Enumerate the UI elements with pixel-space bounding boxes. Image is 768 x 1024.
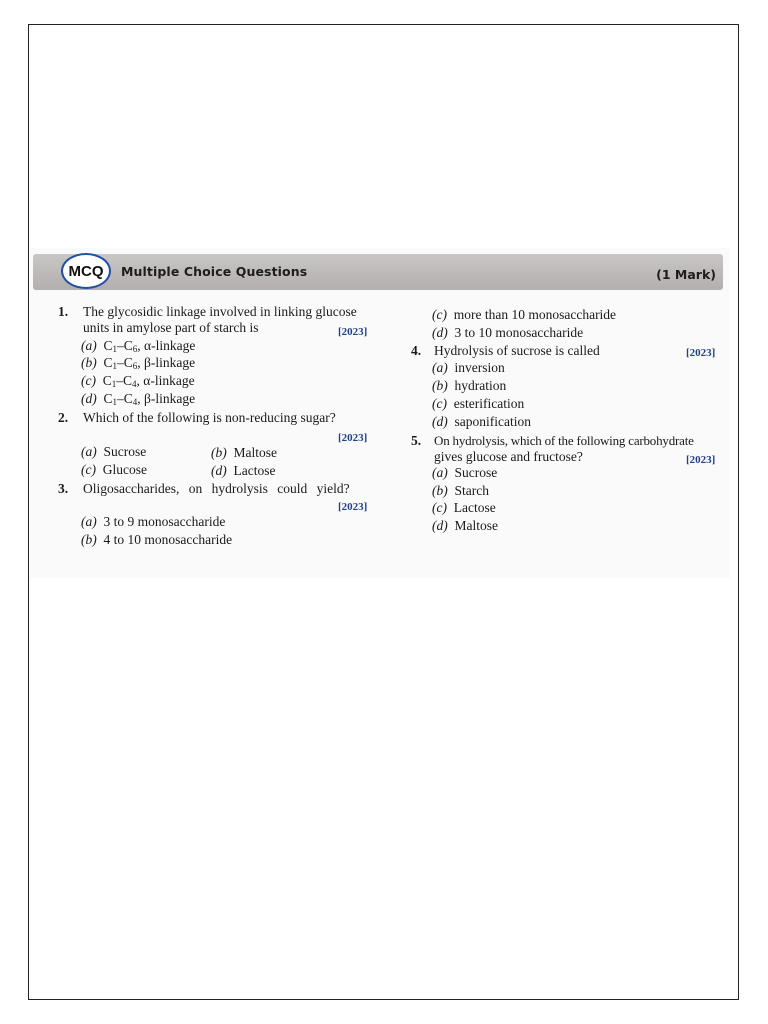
option-label: (a) [81, 338, 97, 353]
option-label: (d) [211, 463, 227, 478]
option [211, 445, 277, 461]
option-text: 3 to 9 monosaccharide [103, 514, 226, 529]
question-number: 3. [58, 481, 69, 496]
question-text: The glycosidic linkage involved in linking glucose [83, 304, 357, 319]
option-text: saponification [454, 414, 531, 429]
option-label: (b) [432, 378, 448, 393]
option [432, 396, 524, 412]
option-label: (b) [432, 483, 448, 498]
option [81, 444, 146, 460]
option [432, 518, 498, 534]
mcq-badge: MCQ [61, 253, 111, 289]
question-text: On hydrolysis, which of the following carbohydrate [434, 433, 694, 448]
option-label: (c) [432, 307, 447, 322]
option-label: (c) [81, 462, 96, 477]
question-text: Oligosaccharides, on hydrolysis could yield? [83, 481, 350, 496]
option-text: 4 to 10 monosaccharide [103, 532, 233, 547]
option: (c) $C_1-C_4$, α-linkage [81, 373, 195, 389]
year-tag: [2023] [338, 326, 368, 338]
year-tag: [2023] [686, 454, 716, 466]
option-label: (d) [432, 518, 448, 533]
option-label: (a) [432, 360, 448, 375]
year-tag: [2023] [338, 501, 368, 513]
option: (d) $C_1-C_4$, β-linkage [81, 391, 196, 407]
question-text: gives glucose and fructose? [434, 449, 583, 464]
option [432, 307, 616, 323]
question-number: 1. [58, 304, 69, 319]
option-label: (d) [81, 391, 97, 406]
option-text: Sucrose [454, 465, 498, 480]
option: (a) $C_1-C_6$, α-linkage [81, 338, 196, 354]
year-tag: [2023] [686, 347, 716, 359]
option [432, 465, 497, 481]
option-text: esterification [453, 396, 525, 411]
option-label: (c) [81, 373, 96, 388]
option-text: Lactose [453, 500, 496, 515]
option [432, 360, 505, 376]
option-label: (b) [81, 532, 97, 547]
option-text: inversion [454, 360, 505, 375]
option-label: (c) [432, 500, 447, 515]
year-tag: [2023] [338, 432, 368, 444]
option-text: Sucrose [103, 444, 147, 459]
option-text: hydration [454, 378, 507, 393]
option [432, 483, 489, 499]
option [81, 514, 225, 530]
option [211, 463, 275, 479]
option [81, 462, 147, 478]
question-text: Hydrolysis of sucrose is called [434, 343, 600, 358]
option [432, 414, 531, 430]
option-label: (b) [211, 445, 227, 460]
section-title: Multiple Choice Questions [121, 264, 308, 279]
option [432, 378, 506, 394]
option-label: (c) [432, 396, 447, 411]
option [432, 500, 496, 516]
marks-label: (1 Mark) [656, 267, 716, 282]
option-label: (a) [81, 444, 97, 459]
question-number: 2. [58, 410, 69, 425]
option [81, 532, 232, 548]
option-text: 3 to 10 monosaccharide [454, 325, 584, 340]
option-text: Starch [454, 483, 489, 498]
option [432, 325, 583, 341]
option-text: Maltose [454, 518, 498, 533]
option-label: (d) [432, 325, 448, 340]
question-text: Which of the following is non-reducing sugar? [83, 410, 336, 425]
option-text: more than 10 monosaccharide [453, 307, 617, 322]
option-text: Maltose [233, 445, 277, 460]
option-label: (d) [432, 414, 448, 429]
question-text: units in amylose part of starch is [83, 320, 259, 335]
option-label: (a) [81, 514, 97, 529]
question-number: 5. [411, 433, 422, 448]
option: (b) $C_1-C_6$, β-linkage [81, 355, 196, 371]
option-label: (b) [81, 355, 97, 370]
option-label: (a) [432, 465, 448, 480]
option-text: Lactose [233, 463, 276, 478]
option-text: Glucose [102, 462, 147, 477]
question-number: 4. [411, 343, 422, 358]
